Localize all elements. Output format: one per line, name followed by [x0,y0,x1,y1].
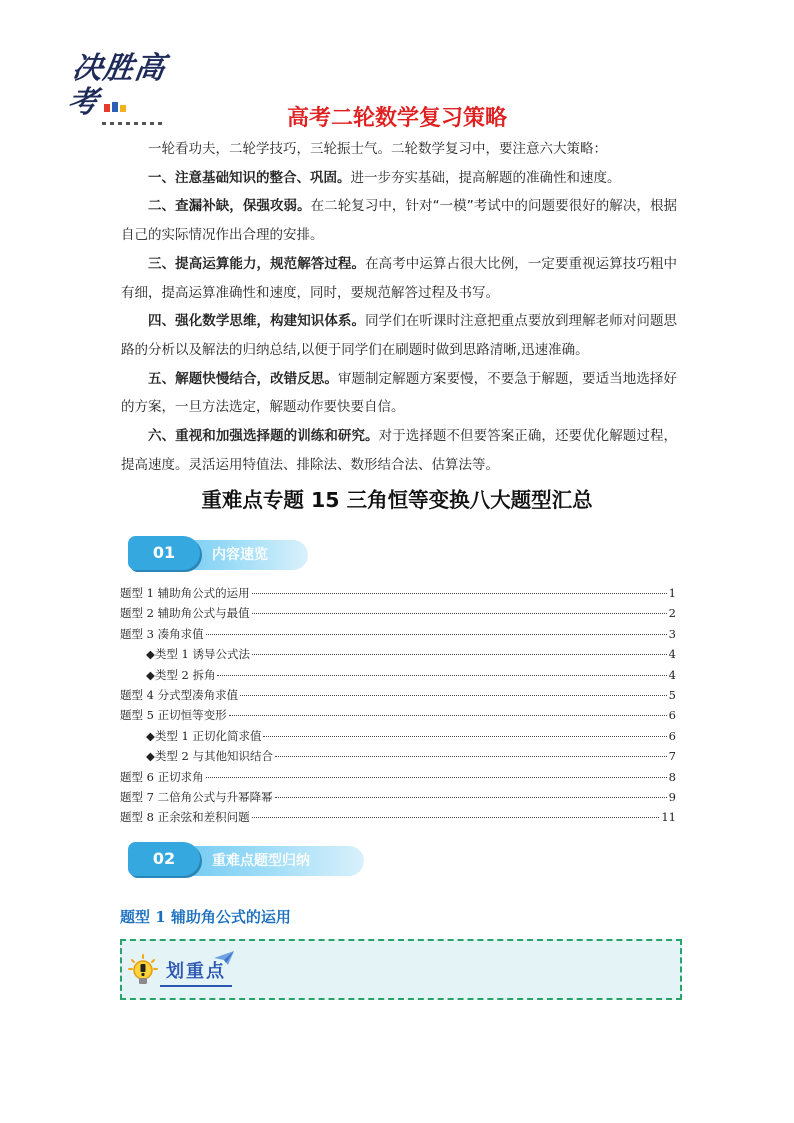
strategy-section [121,135,677,479]
toc-subitem[interactable]: ◆类型 1 正切化简求值 6 [146,728,676,743]
logo-brand-text: 决胜高考 [65,51,168,120]
focus-box [120,939,682,1000]
section-number: 01 [128,536,200,570]
section-label: 重难点题型归纳 [212,853,310,869]
toc-subitem[interactable]: ◆类型 2 与其他知识结合 7 [146,749,676,764]
toc-item[interactable]: 题型 4 分式型凑角求值 5 [120,687,676,702]
section-number: 02 [128,842,200,876]
strategy-item-heading: 四、强化数学思维，构建知识体系。 [148,313,366,330]
toc-subitem[interactable]: ◆类型 2 拆角 4 [146,667,676,682]
table-of-contents [120,585,676,830]
focus-tag-label: 划重点 [160,959,232,987]
strategy-item [121,422,677,479]
strategy-item [121,307,677,364]
paper-plane-icon [214,951,234,965]
focus-tag [128,951,240,991]
strategy-item [121,365,677,422]
strategy-item-text: 在高考中运算占很大比例，一定要重视运算技巧粗中有细，提高运算准确性和速度，同时，要规范解答过程及书写。 [121,255,678,301]
strategy-item-heading: 二、查漏补缺，保强攻弱。 [148,198,311,215]
toc-item[interactable]: 题型 8 正余弦和差积问题 11 [120,810,676,825]
strategy-intro: 一轮看功夫，二轮学技巧，三轮振士气。二轮数学复习中，要注意六大策略： [148,141,607,157]
type-heading: 题型 1 辅助角公式的运用 [120,908,291,926]
strategy-item-text: 对于选择题不但要答案正确，还要优化解题过程，提高速度。灵活运用特值法、排除法、数形结合法、估算法等。 [121,428,678,473]
toc-subitem[interactable]: ◆类型 1 诱导公式法 4 [146,647,676,662]
toc-item[interactable]: 题型 7 二倍角公式与升幂降幂 9 [120,789,676,804]
strategy-item-heading: 三、提高运算能力，规范解答过程。 [148,255,366,272]
main-title: 高考二轮数学复习策略 [286,106,507,131]
strategy-item [121,164,677,193]
strategy-item-text: 在二轮复习中，针对“一模”考试中的问题要很好的解决，根据自己的实际情况作出合理的安排。 [121,198,677,244]
section-banner-contents [128,536,308,572]
lightbulb-icon [128,954,158,988]
toc-item[interactable]: 题型 2 辅助角公式与最值 2 [120,606,676,621]
toc-item[interactable]: 题型 3 凑角求值 3 [120,626,676,641]
toc-item[interactable]: 题型 5 正切恒等变形 6 [120,708,676,723]
strategy-item-heading: 一、注意基础知识的整合、巩固。 [148,169,351,186]
strategy-item-text: 同学们在听课时注意把重点要放到理解老师对问题思路的分析以及解法的归纳总结,以便于同学们在刷题时做到思路清晰,迅速准确。 [121,313,678,358]
section-label: 内容速览 [212,547,268,563]
toc-item[interactable]: 题型 1 辅助角公式的运用 1 [120,586,676,600]
topic-title: 重难点专题 15 三角恒等变换八大题型汇总 [201,488,593,512]
toc-item[interactable]: 题型 6 正切求角 8 [120,769,676,784]
strategy-item-text: 进一步夯实基础，提高解题的准确性和速度。 [350,169,621,186]
strategy-item-heading: 五、解题快慢结合，改错反思。 [148,370,338,387]
section-banner-key-types [128,842,364,878]
strategy-item-heading: 六、重视和加强选择题的训练和研究。 [148,428,379,445]
strategy-item [121,192,677,249]
strategy-item-text: 审题制定解题方案要慢，不要急于解题，要适当地选择好的方案，一旦方法选定，解题动作要快要自信。 [121,370,678,416]
strategy-item [121,250,677,307]
